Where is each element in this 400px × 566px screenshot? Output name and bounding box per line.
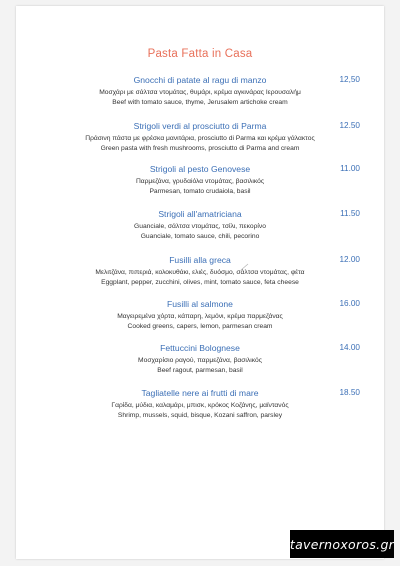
item-price: 11.50 (340, 209, 360, 218)
item-desc-english: Shrimp, mussels, squid, bisque, Kozani saffron, parsley (117, 412, 283, 419)
item-name: Fusilli alla greca (169, 255, 231, 265)
item-name: Strigoli all'amatriciana (158, 209, 242, 219)
item-desc-english: Eggplant, pepper, zucchini, olives, mint, tomato sauce, feta cheese (101, 279, 299, 286)
section-title: Pasta Fatta in Casa (147, 48, 253, 60)
item-desc-english: Parmesan, tomato crudaiola, basil (149, 188, 251, 195)
item-desc-greek: Guanciale, σάλτσα ντομάτας, τσίλι, πεκορίνο (134, 223, 266, 230)
item-desc-greek: Μοσχαρίσιο ραγού, παρμεζάνα, βασιλικός (138, 357, 262, 364)
item-name: Tagliatelle nere ai frutti di mare (141, 388, 259, 398)
item-name: Strigoli al pesto Genovese (149, 164, 251, 174)
item-desc-greek: Παρμεζάνα, γρυδαiόλα ντομάτας, βασιλικός (135, 178, 265, 185)
item-price: 11.00 (340, 164, 360, 173)
item-price: 18.50 (339, 388, 360, 397)
item-name: Fettuccini Bolognese (160, 343, 240, 353)
item-price: 14.00 (339, 343, 360, 352)
item-desc-english: Beef ragout, parmesan, basil (157, 367, 243, 374)
menu-page (16, 6, 384, 559)
item-desc-english: Guanciale, tomato sauce, chili, pecorino (140, 233, 260, 240)
item-desc-greek: Πράσινη πάστα με φρέσκα μανιτάρια, prosciutto di Parma και κρέμα γάλακτος (85, 135, 315, 142)
item-price: 12.50 (339, 121, 360, 130)
item-name: Strigoli verdi al prosciutto di Parma (133, 121, 267, 131)
site-watermark: tavernoxoros.gr (290, 530, 394, 558)
item-desc-greek: Γαρίδα, μύδια, καλαμάρι, μπισκ, κρόκος Κοζάνης, μαϊντανός (111, 402, 289, 409)
item-name: Gnocchi di patate al ragu di manzo (133, 75, 267, 85)
pen-stroke-mark (240, 263, 250, 271)
item-desc-english: Green pasta with fresh mushrooms, prosciutto di Parma and cream (100, 145, 300, 152)
item-price: 16.00 (339, 299, 360, 308)
item-desc-greek: Μαγειρεμένα χόρτα, κάπαρη, λεμόνι, κρέμα παρμεζάνας (117, 313, 283, 320)
item-price: 12.00 (339, 255, 360, 264)
item-desc-greek: Μελιτζάνα, πιπεριά, κολοκυθάκι, ελιές, δυόσμο, σάλτσα ντομάτας, φέτα (95, 269, 305, 276)
item-name: Fusilli al salmone (167, 299, 233, 309)
item-desc-greek: Μοσχάρι με σάλτσα ντομάτας, θυμάρι, κρέμα αγκινάρας Ιερουσαλήμ (99, 89, 301, 96)
item-desc-english: Beef with tomato sauce, thyme, Jerusalem artichoke cream (112, 99, 288, 106)
item-desc-english: Cooked greens, capers, lemon, parmesan cream (127, 323, 273, 330)
item-price: 12,50 (339, 75, 360, 84)
